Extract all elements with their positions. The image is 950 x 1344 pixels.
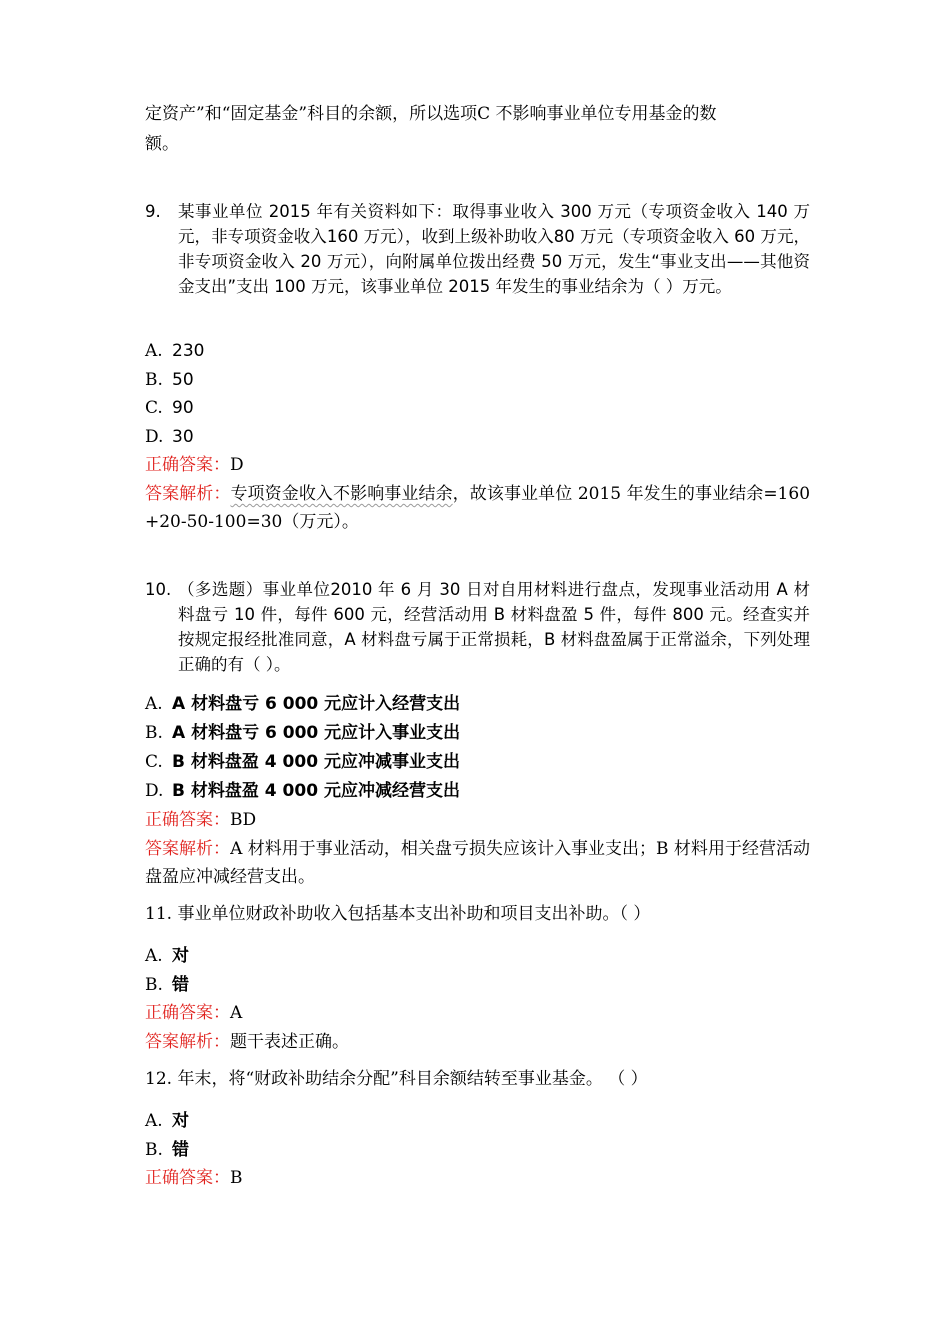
question-11-analysis [145,1028,810,1056]
answer-value: A [230,1003,243,1023]
answer-label: 正确答案： [145,810,230,830]
question-12-option-a [145,1109,189,1133]
question-11-stem: 11. 事业单位财政补助收入包括基本支出补助和项目支出补助。（ ） [145,904,651,924]
option-letter: A. [145,946,163,966]
analysis-label: 答案解析： [145,839,231,859]
option-letter: D. [145,427,164,447]
intro-line-2: 额。 [145,134,179,154]
option-text: 230 [172,341,205,361]
question-10-answer [145,806,256,834]
option-text: B 材料盘盈 4 000 元应冲减事业支出 [172,752,460,772]
option-letter: C. [145,752,163,772]
option-text: 错 [172,975,189,995]
question-9-number: 9. [145,202,161,221]
option-letter: C. [145,398,163,418]
question-9-option-c [145,396,194,420]
answer-value: B [230,1168,243,1188]
option-text: 错 [172,1140,189,1160]
intro-line-1: 定资产”和“固定基金”科目的余额，所以选项C 不影响事业单位专用基金的数 [145,104,717,124]
question-9-stem: 某事业单位 2015 年有关资料如下：取得事业收入 300 万元（专项资金收入 140 万元，非专项资金收入160 万元），收到上级补助收入80 万元（专项资金收入 60 万元，非专项资金收入 20 万元），向附属单位拨出经费 50 万元，发生“事业支出——其他资金支出”支出 100 万元，该事业单位 2015 年发生的事业结余为（ ）万元。 [178,202,810,296]
analysis-label: 答案解析： [145,484,231,504]
answer-label: 正确答案： [145,1003,230,1023]
answer-label: 正确答案： [145,1168,230,1188]
option-text: A 材料盘亏 6 000 元应计入经营支出 [172,694,461,714]
analysis-text: A 材料用于事业活动，相关盘亏损失应该计入事业支出；B 材料用于经营活动盘盈应冲减经营支出。 [145,839,811,887]
question-12-option-b [145,1138,189,1162]
question-9-option-d [145,425,194,449]
option-text: 对 [172,1111,189,1131]
question-9-answer [145,451,244,479]
option-letter: B. [145,723,163,743]
option-text: 90 [172,398,194,418]
question-11-option-a [145,944,189,968]
question-12-stem: 12. 年末，将“财政补助结余分配”科目余额结转至事业基金。 （ ） [145,1069,648,1089]
question-10-option-d [145,779,460,803]
question-11-option-b [145,973,189,997]
question-9-analysis [145,480,810,536]
option-letter: A. [145,694,163,714]
option-letter: A. [145,341,163,361]
question-10-option-a [145,692,460,716]
option-text: 50 [172,370,194,390]
question-10-number: 10. [145,580,172,599]
option-letter: B. [145,370,163,390]
question-9-option-b [145,368,194,392]
option-text: B 材料盘盈 4 000 元应冲减经营支出 [172,781,460,801]
option-text: 对 [172,946,189,966]
question-10-option-c [145,750,460,774]
answer-value: D [230,455,244,475]
option-letter: B. [145,1140,163,1160]
option-letter: B. [145,975,163,995]
question-9-option-a [145,339,204,363]
option-text: 30 [172,427,194,447]
analysis-underlined-text: 专项资金收入不影响事业结余 [230,484,453,504]
analysis-label: 答案解析： [145,1032,230,1052]
option-letter: D. [145,781,164,801]
analysis-text: 题干表述正确。 [230,1032,349,1052]
analysis-text: ，故该事业单位 2015 年发生的事业结余=160+20-50-100=30（万元）。 [145,484,811,532]
option-text: A 材料盘亏 6 000 元应计入事业支出 [172,723,461,743]
question-12-answer [145,1164,243,1192]
question-10-analysis [145,835,810,891]
question-10-stem: （多选题）事业单位2010 年 6 月 30 日对自用材料进行盘点，发现事业活动用 A 材料盘亏 10 件，每件 600 元，经营活动用 B 材料盘盈 5 件，每件 800 元。经查实并按规定报经批准同意，A 材料盘亏属于正常损耗，B 材料盘盈属于正常溢余，下列处理正确的有（ ）。 [178,580,810,674]
question-11-answer [145,999,242,1027]
answer-label: 正确答案： [145,455,230,475]
option-letter: A. [145,1111,163,1131]
question-10-option-b [145,721,460,745]
answer-value: BD [230,810,257,830]
